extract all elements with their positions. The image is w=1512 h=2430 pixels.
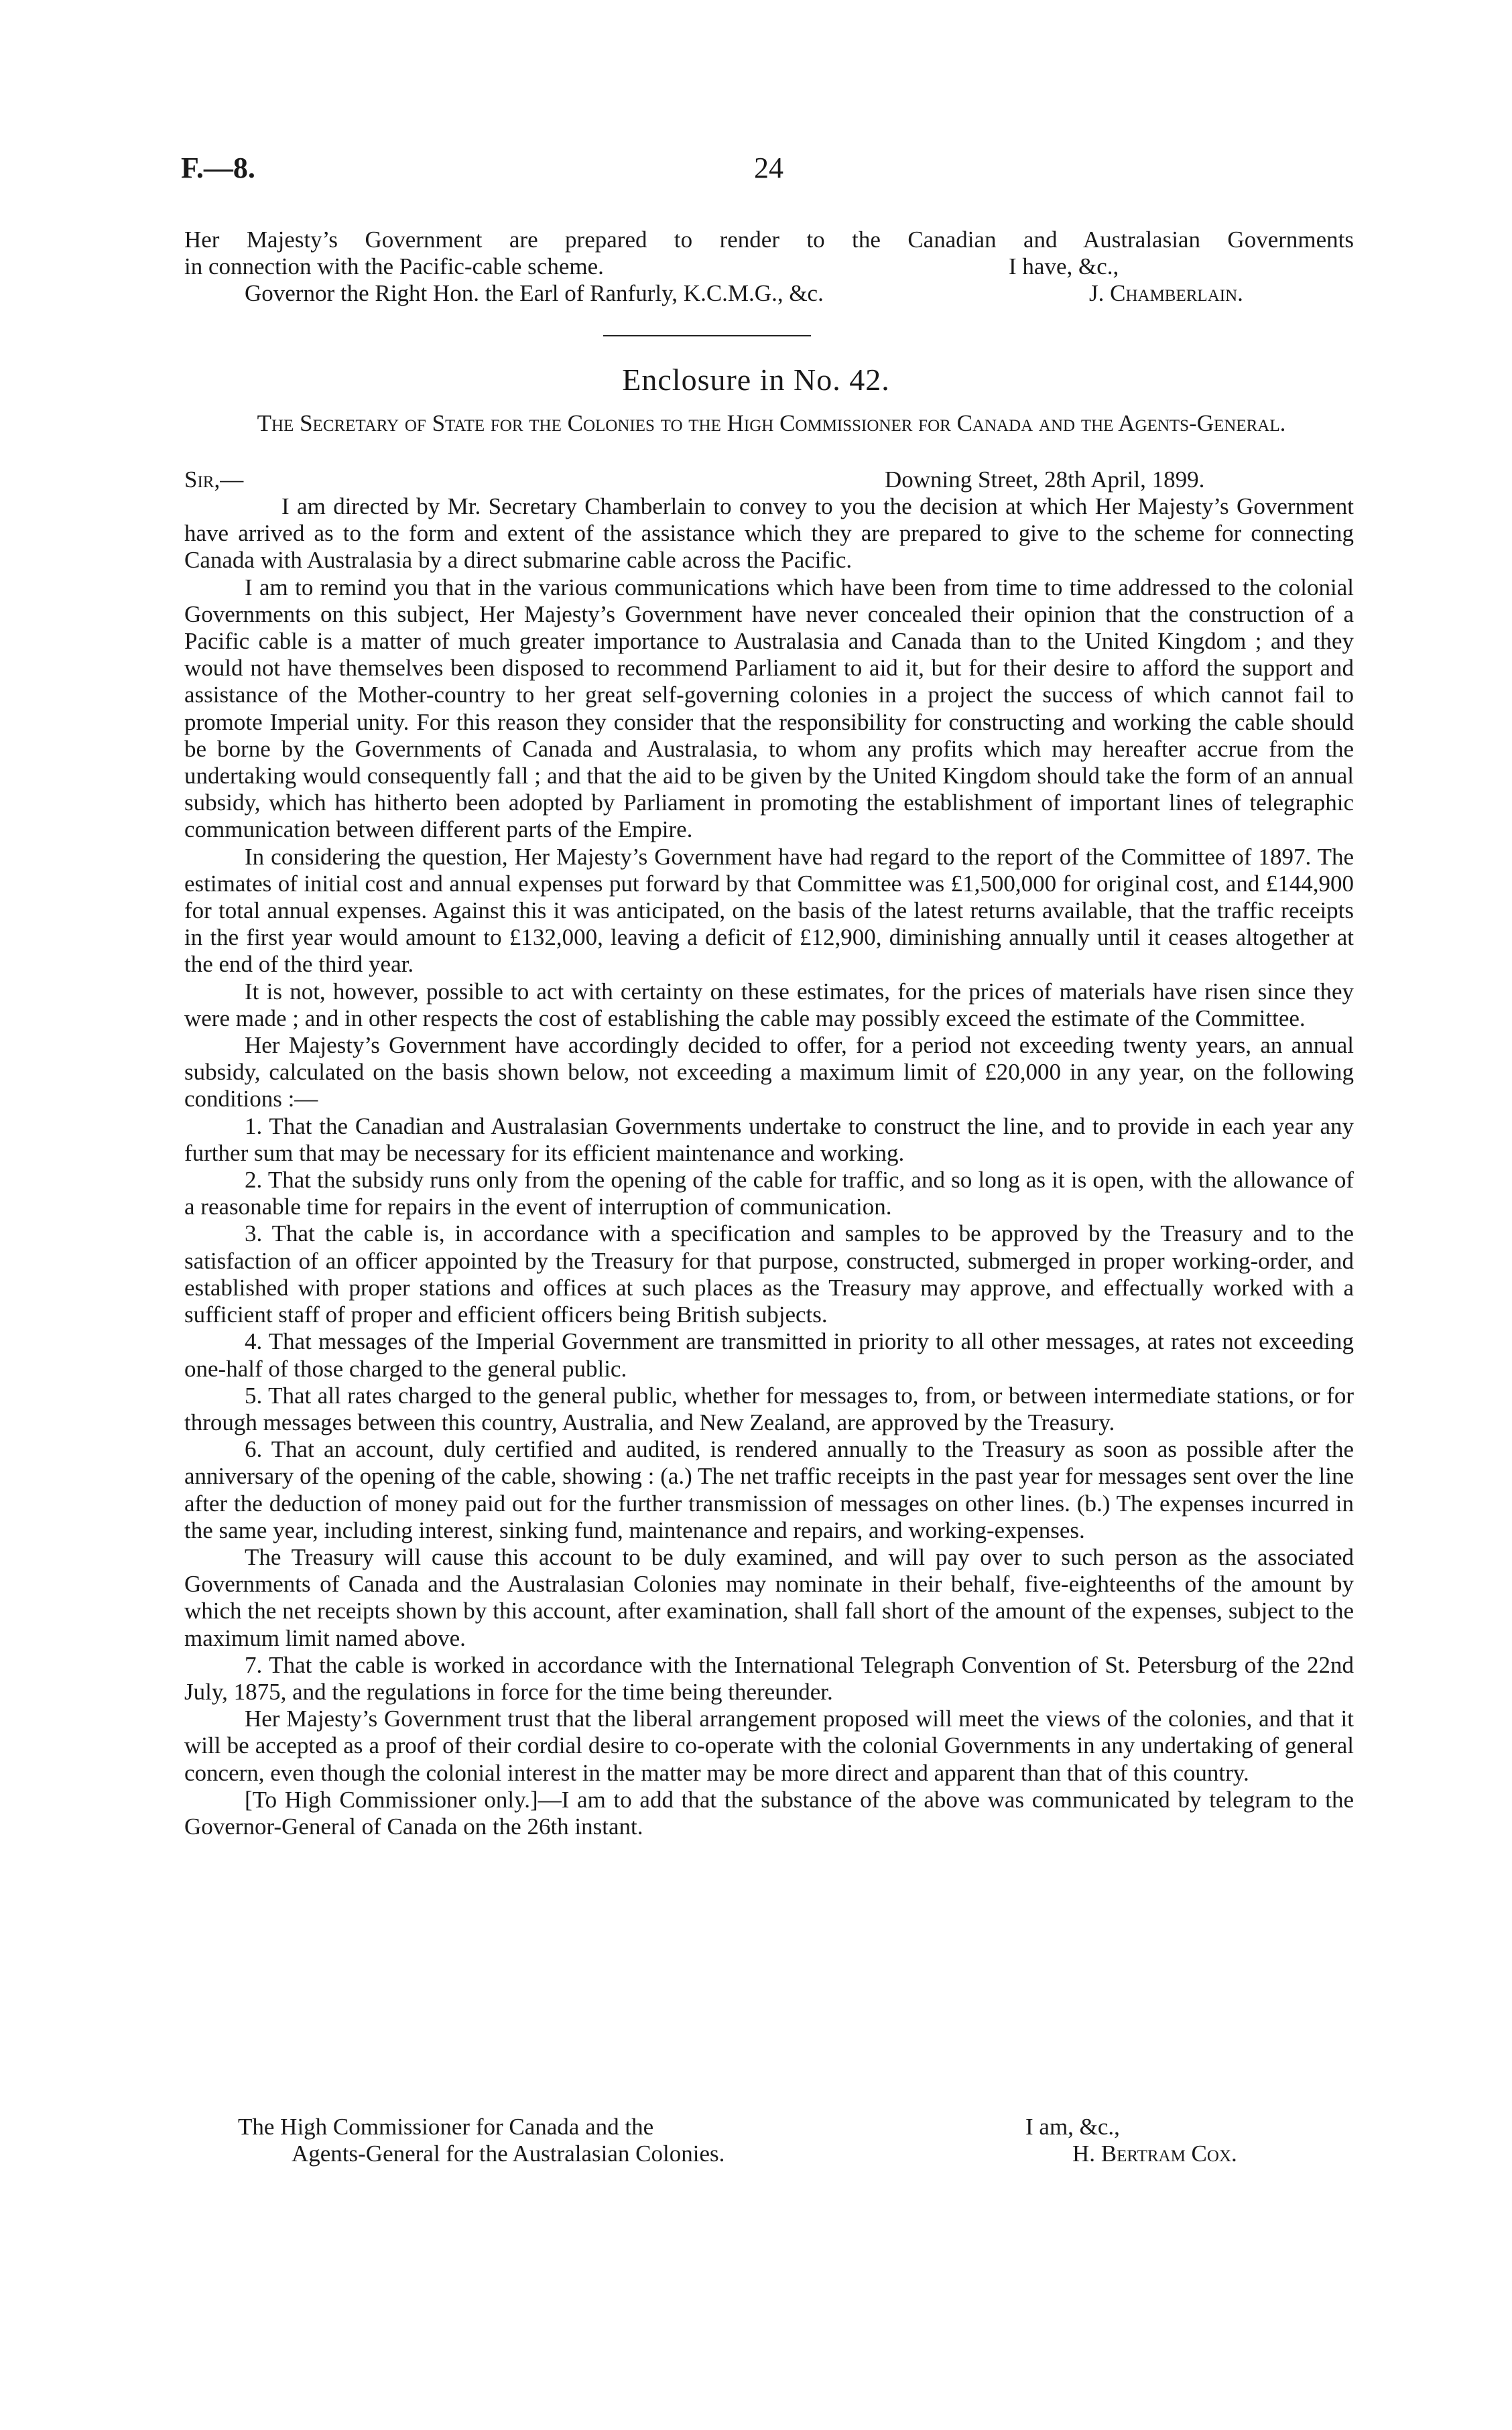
letter-closing [238, 2114, 1354, 2167]
condition-item: 2. That the subsidy runs only from the opening of the cable for traffic, and so long as it is open, with the allowance of a reasonable time for repairs in the event of interruption of communication. [184, 1167, 1354, 1220]
intro-line-1: Her Majesty’s Government are prepared to render to the Canadian and Australasian Governments [184, 227, 1354, 253]
intro-line-2 [184, 253, 1354, 280]
condition-item: 3. That the cable is, in accordance with a specification and samples to be approved by the Treasury and to the satisfaction of an officer appointed by the Treasury for that purpose, constructed, submerged in proper working-order, and established with proper stations and offices at such places as the Treasury may approve, and effectually worked with a sufficient staff of proper and efficient officers being British subjects. [184, 1220, 1354, 1328]
closing-signature: H. Bertram Cox. [1072, 2140, 1237, 2167]
closing-addressee-line-1: The High Commissioner for Canada and the [238, 2114, 654, 2140]
paragraph: Her Majesty’s Government trust that the liberal arrangement proposed will meet the views of the colonies, and that it will be accepted as a proof of their cordial desire to co-operate with the colonial Governments in any undertaking of general concern, even though the colonial interest in the matter may be more direct and apparent than that of this country. [184, 1706, 1354, 1786]
address-text: The Secretary of State for the Colonies to the High Commissioner for Canada and the Agents-General. [257, 410, 1286, 436]
letter-date: Downing Street, 28th April, 1899. [885, 466, 1205, 493]
salutation-line [184, 466, 1354, 493]
letter-body [184, 493, 1354, 1840]
salutation: Sir,— [184, 466, 244, 493]
paragraph: It is not, however, possible to act with certainty on these estimates, for the prices of materials have risen since they were made ; and in other respects the cost of establishing the cable may possibly exceed the estimate of the Committee. [184, 978, 1354, 1031]
condition-item: 6. That an account, duly certified and audited, is rendered annually to the Treasury as soon as possible after the anniversary of the opening of the cable, showing : (a.) The net traffic receipts in the past year for messages sent over the line after the deduction of money paid out for the further transmission of messages on other lines. (b.) The expenses incurred in the same year, including interest, sinking fund, maintenance and repairs, and working-expenses. [184, 1436, 1354, 1543]
condition-item: 7. That the cable is worked in accordance with the International Telegraph Convention of St. Petersburg of the 22nd July, 1875, and the regulations in force for the time being thereunder. [184, 1651, 1354, 1705]
intro-line-3 [184, 280, 1354, 307]
intro-signature: J. Chamberlain. [1089, 280, 1243, 306]
paragraph: [To High Commissioner only.]—I am to add that the substance of the above was communicated by telegram to the Governor-General of Canada on the 26th instant. [184, 1786, 1354, 1840]
page-number: 24 [754, 151, 783, 184]
paragraph: I am directed by Mr. Secretary Chamberlain to convey to you the decision at which Her Majesty’s Government have arrived as to the form and extent of the assistance which they are prepared to give to the scheme for connecting Canada with Australasia by a direct submarine cable across the Pacific. [184, 493, 1354, 574]
paragraph: I am to remind you that in the various communications which have been from time to time addressed to the colonial Governments on this subject, Her Majesty’s Government have never concealed their opinion that the construction of a Pacific cable is a matter of much greater importance to Australasia and Canada than to the United Kingdom ; and they would not have themselves been disposed to recommend Parliament to aid it, but for their desire to afford the support and assistance of the Mother-country to her great self-governing colonies in a project the success of which cannot fail to promote Imperial unity. For this reason they consider that the responsibility for constructing and working the cable should be borne by the Governments of Canada and Australasia, to whom any profits which may hereafter accrue from the undertaking would consequently fall ; and that the aid to be given by the United Kingdom should take the form of an annual subsidy, which has hitherto been adopted by Parliament in promoting the establishment of important lines of telegraphic communication between different parts of the Empire. [184, 574, 1354, 843]
section-divider [603, 335, 811, 336]
closing-valediction: I am, &c., [1025, 2114, 1120, 2140]
document-reference: F.—8. [181, 151, 255, 184]
condition-item: 1. That the Canadian and Australasian Governments undertake to construct the line, and to provide in each year any further sum that may be necessary for its efficient maintenance and working. [184, 1112, 1354, 1166]
condition-item: 4. That messages of the Imperial Government are transmitted in priority to all other messages, at rates not exceeding one-half of those charged to the general public. [184, 1328, 1354, 1382]
enclosure-address [189, 410, 1354, 437]
intro-line-2-text: in connection with the Pacific-cable scheme. [184, 253, 604, 279]
paragraph: Her Majesty’s Government have accordingly decided to offer, for a period not exceeding twenty years, an annual subsidy, calculated on the basis shown below, not exceeding a maximum limit of £20,000 in any year, on the following conditions :— [184, 1032, 1354, 1112]
intro-valediction: I have, &c., [1009, 253, 1119, 279]
page-header [181, 151, 1354, 198]
intro-addressee: Governor the Right Hon. the Earl of Ranfurly, K.C.M.G., &c. [245, 280, 824, 306]
previous-letter-ending [184, 227, 1354, 307]
closing-addressee-line-2: Agents-General for the Australasian Colonies. [292, 2140, 725, 2167]
enclosure-address-text [189, 410, 1354, 437]
paragraph: The Treasury will cause this account to be duly examined, and will pay over to such person as the associated Governments of Canada and the Australasian Colonies may nominate in their behalf, five-eighteenths of the amount by which the net receipts shown by this account, after examination, shall fall short of the amount of the expenses, subject to the maximum limit named above. [184, 1543, 1354, 1651]
condition-item: 5. That all rates charged to the general public, whether for messages to, from, or between intermediate stations, or for through messages between this country, Australia, and New Zealand, are approved by the Treasury. [184, 1382, 1354, 1435]
paragraph: In considering the question, Her Majesty’s Government have had regard to the report of the Committee of 1897. The estimates of initial cost and annual expenses put forward by that Committee was £1,500,000 for original cost, and £144,900 for total annual expenses. Against this it was anticipated, on the basis of the latest returns available, that the traffic receipts in the first year would amount to £132,000, leaving a deficit of £12,900, diminishing annually until it ceases altogether at the end of the third year. [184, 843, 1354, 978]
enclosure-title: Enclosure in No. 42. [622, 363, 890, 397]
